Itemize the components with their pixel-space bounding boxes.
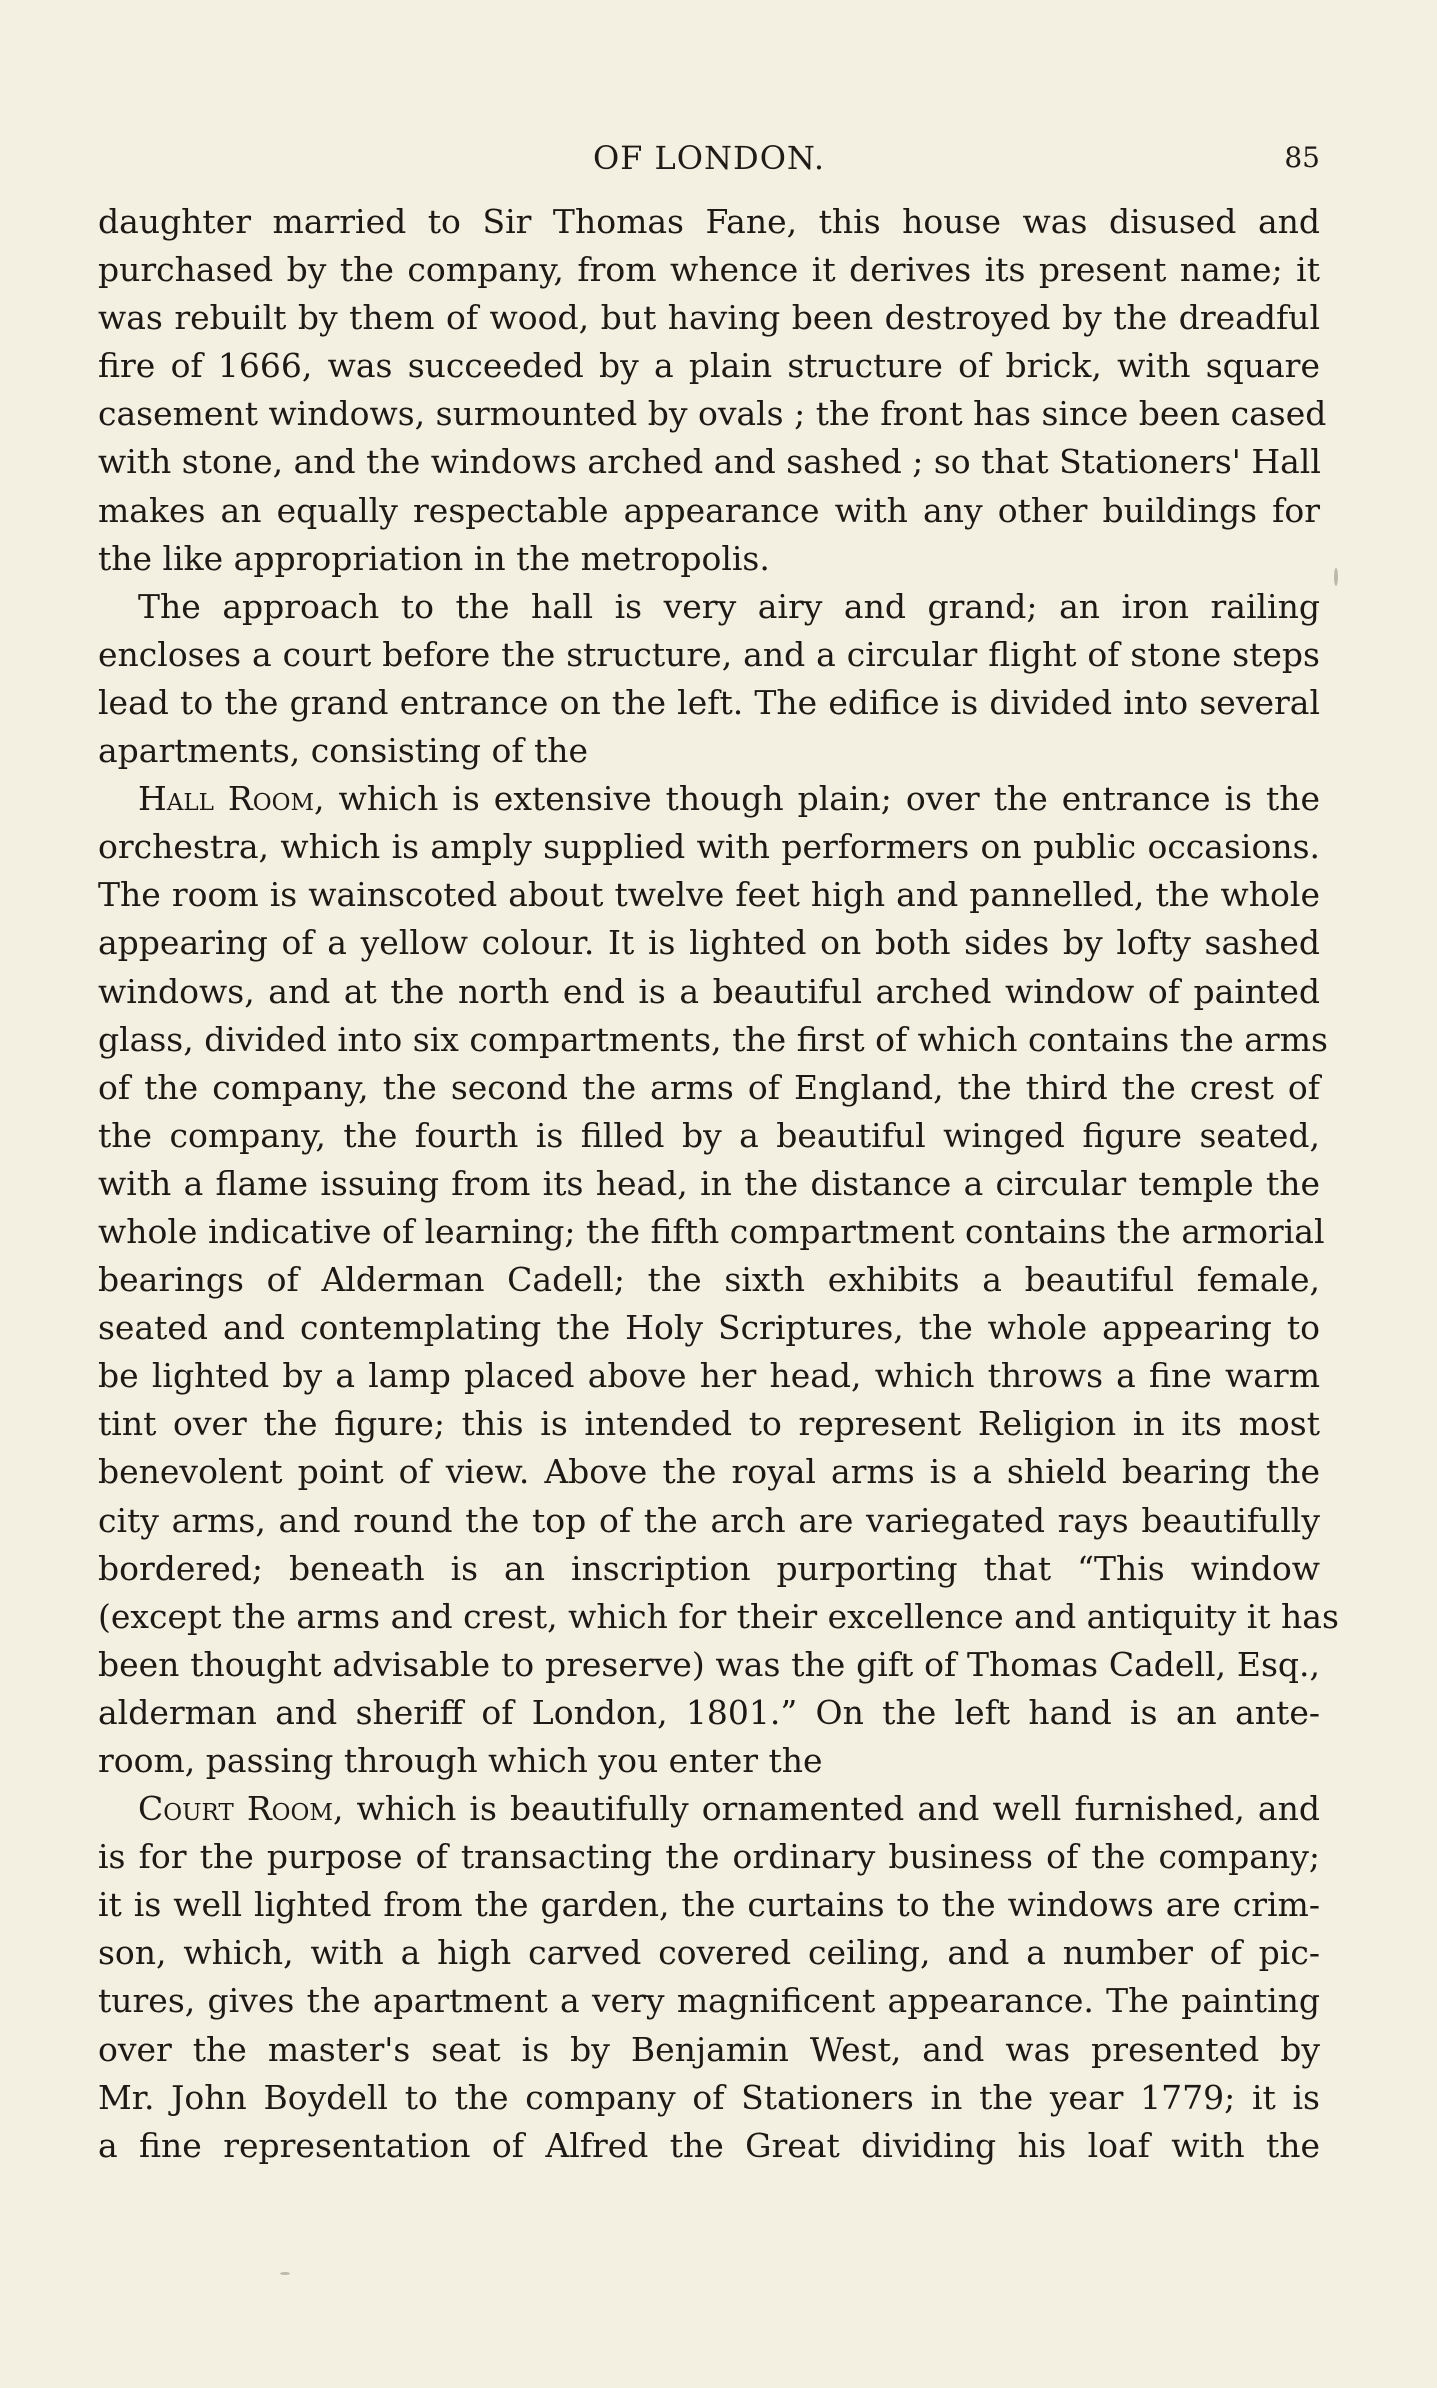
text-line-23: bearings of Alderman Cadell; the sixth exhibits a beautiful female, (98, 1260, 1320, 1300)
text-line-39: over the master's seat is by Benjamin West, and was presented by (98, 2029, 1320, 2069)
text-line-22: whole indicative of learning; the fifth compartment contains the armorial (98, 1211, 1325, 1251)
paper-speck (280, 2272, 290, 2275)
text-line-20: the company, the fourth is filled by a beautiful winged figure seated, (98, 1115, 1320, 1155)
section-heading-court-room: Court Room, (138, 1789, 344, 1829)
text-line-14: orchestra, which is amply supplied with performers on public occasions. (98, 827, 1320, 867)
text-line-3: was rebuilt by them of wood, but having been destroyed by the dreadful (98, 298, 1320, 338)
text-line-31: been thought advisable to preserve) was the gift of Thomas Cadell, Esq., (98, 1644, 1320, 1684)
body-text (98, 198, 1339, 2170)
text-line-32: alderman and sheriff of London, 1801.” On the left hand is an ante- (98, 1692, 1320, 1732)
text-line-13 (98, 775, 1320, 823)
text-line-34-rest: which is beautifully ornamented and well furnished, and (356, 1789, 1320, 1829)
margin-speck (1334, 568, 1338, 586)
text-line-41: a fine representation of Alfred the Great dividing his loaf with the (98, 2125, 1320, 2165)
text-line-1: daughter married to Sir Thomas Fane, this house was disused and (98, 202, 1320, 241)
text-line-7: makes an equally respectable appearance with any other buildings for (98, 490, 1320, 530)
text-line-12: apartments, consisting of the (98, 731, 589, 771)
text-line-26: tint over the figure; this is intended to represent Religion in its most (98, 1404, 1320, 1444)
text-line-21: with a flame issuing from its head, in the distance a circular temple the (98, 1163, 1320, 1203)
text-line-28: city arms, and round the top of the arch are variegated rays beautifully (98, 1500, 1320, 1540)
text-line-13-rest: which is extensive though plain; over the entrance is the (338, 779, 1320, 819)
section-heading-hall-room: Hall Room, (138, 779, 325, 819)
text-line-4: fire of 1666, was succeeded by a plain structure of brick, with square (98, 346, 1320, 386)
text-line-15: The room is wainscoted about twelve feet high and pannelled, the whole (98, 875, 1320, 915)
text-line-29: bordered; beneath is an inscription purporting that “This window (98, 1548, 1320, 1588)
text-line-18: glass, divided into six compartments, the first of which contains the arms (98, 1019, 1328, 1059)
page-number: 85 (1284, 141, 1320, 174)
page-header (98, 138, 1320, 198)
text-line-9: The approach to the hall is very airy and grand; an iron railing (138, 586, 1320, 626)
text-line-11: lead to the grand entrance on the left. The edifice is divided into several (98, 682, 1320, 722)
text-line-2: purchased by the company, from whence it derives its present name; it (98, 250, 1320, 290)
text-line-34 (98, 1785, 1320, 1833)
text-line-27: benevolent point of view. Above the royal arms is a shield bearing the (98, 1452, 1320, 1492)
running-head: OF LONDON. (592, 139, 826, 177)
text-line-17: windows, and at the north end is a beautiful arched window of painted (98, 971, 1320, 1011)
text-line-40: Mr. John Boydell to the company of Stationers in the year 1779; it is (98, 2077, 1320, 2117)
text-line-16: appearing of a yellow colour. It is lighted on both sides by lofty sashed (98, 923, 1320, 963)
text-line-10: encloses a court before the structure, and a circular flight of stone steps (98, 634, 1320, 674)
text-line-25: be lighted by a lamp placed above her head, which throws a fine warm (98, 1356, 1320, 1396)
text-line-5: casement windows, surmounted by ovals ; the front has since been cased (98, 394, 1327, 434)
text-line-37: son, which, with a high carved covered ceiling, and a number of pic- (98, 1933, 1320, 1973)
text-line-6: with stone, and the windows arched and sashed ; so that Stationers' Hall (98, 442, 1321, 482)
text-line-8: the like appropriation in the metropolis. (98, 538, 770, 578)
text-line-19: of the company, the second the arms of England, the third the crest of (98, 1067, 1320, 1107)
text-line-24: seated and contemplating the Holy Scriptures, the whole appearing to (98, 1308, 1320, 1348)
text-line-38: tures, gives the apartment a very magnificent appearance. The painting (98, 1981, 1320, 2021)
text-line-30: (except the arms and crest, which for their excellence and antiquity it has (98, 1596, 1339, 1636)
text-line-33: room, passing through which you enter the (98, 1741, 823, 1780)
text-line-35: is for the purpose of transacting the ordinary business of the company; (98, 1837, 1320, 1877)
text-line-36: it is well lighted from the garden, the curtains to the windows are crim- (98, 1885, 1320, 1925)
